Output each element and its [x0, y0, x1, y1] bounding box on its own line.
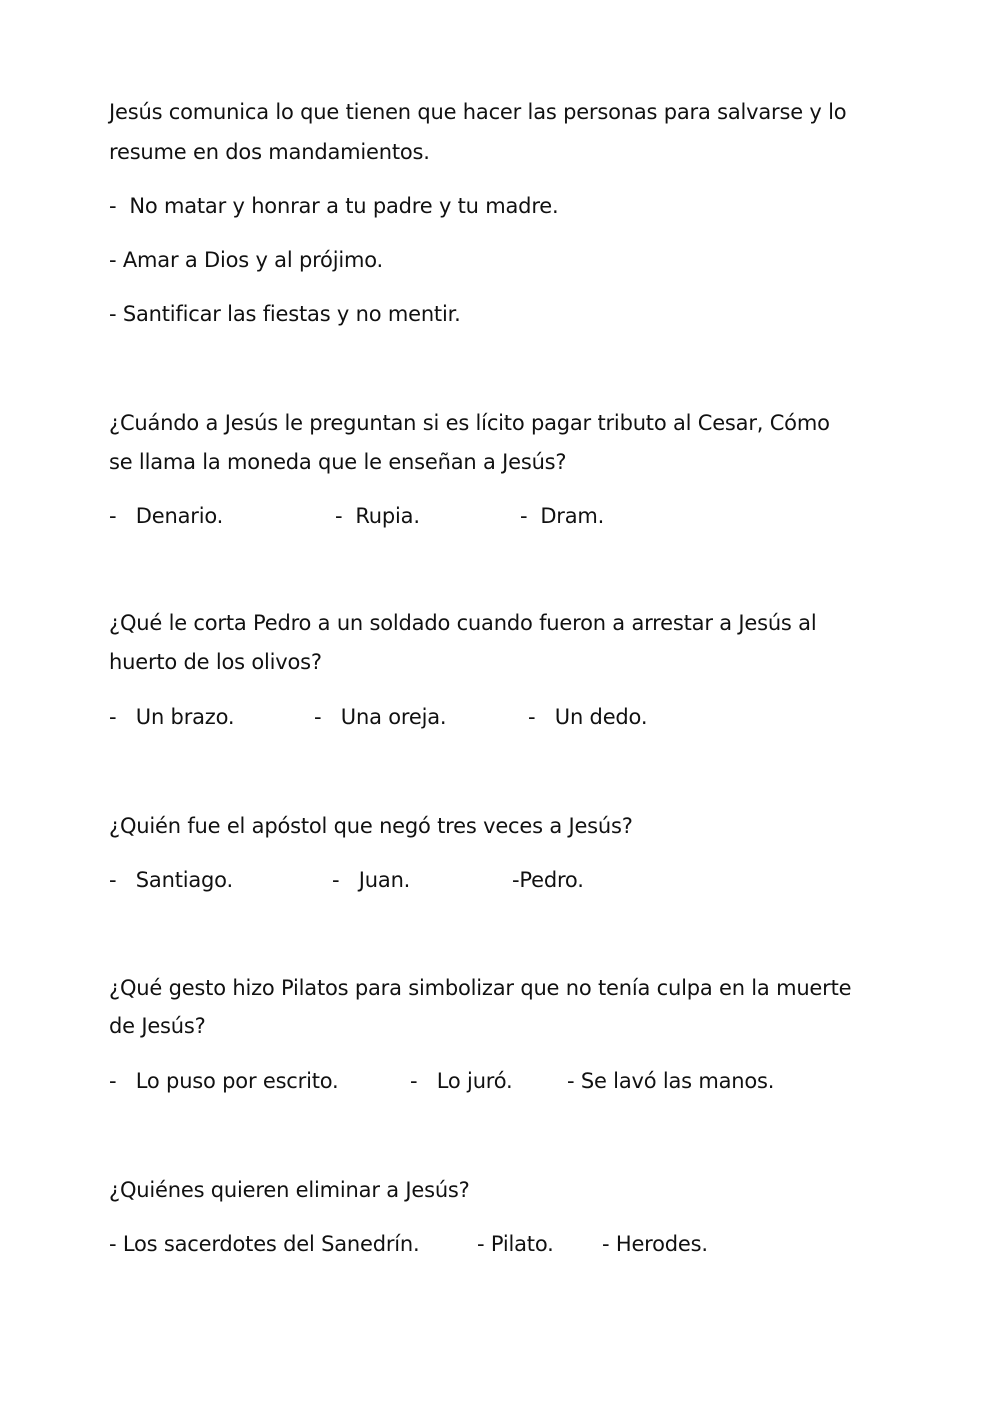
question-4-option-1[interactable]: - Santiago.	[109, 868, 233, 892]
question-3-line-2: huerto de los olivos?	[109, 650, 322, 674]
question-4-line-1: ¿Quién fue el apóstol que negó tres veces a Jesús?	[109, 814, 633, 838]
question-4-option-3[interactable]: -Pedro.	[512, 868, 584, 892]
question-2-line-1: ¿Cuándo a Jesús le preguntan si es lícito pagar tributo al Cesar, Cómo	[109, 411, 830, 435]
question-5-option-2[interactable]: - Lo juró.	[410, 1069, 513, 1093]
question-6-line-1: ¿Quiénes quieren eliminar a Jesús?	[109, 1178, 470, 1202]
question-2-option-3[interactable]: - Dram.	[520, 504, 605, 528]
question-1-line-1: Jesús comunica lo que tienen que hacer las personas para salvarse y lo	[109, 100, 847, 124]
question-2-option-2[interactable]: - Rupia.	[335, 504, 420, 528]
question-3-option-1[interactable]: - Un brazo.	[109, 705, 235, 729]
question-5-option-3[interactable]: - Se lavó las manos.	[567, 1069, 775, 1093]
question-5-line-1: ¿Qué gesto hizo Pilatos para simbolizar que no tenía culpa en la muerte	[109, 976, 852, 1000]
question-3-option-2[interactable]: - Una oreja.	[314, 705, 447, 729]
question-1-option-2[interactable]: - Amar a Dios y al prójimo.	[109, 248, 383, 272]
question-4-option-2[interactable]: - Juan.	[332, 868, 411, 892]
question-6-option-3[interactable]: - Herodes.	[602, 1232, 708, 1256]
question-3-option-3[interactable]: - Un dedo.	[528, 705, 648, 729]
question-5-line-2: de Jesús?	[109, 1014, 206, 1038]
question-1-option-1[interactable]: - No matar y honrar a tu padre y tu madre.	[109, 194, 559, 218]
question-2-line-2: se llama la moneda que le enseñan a Jesús?	[109, 450, 567, 474]
question-5-option-1[interactable]: - Lo puso por escrito.	[109, 1069, 339, 1093]
question-6-option-2[interactable]: - Pilato.	[477, 1232, 554, 1256]
question-1-line-2: resume en dos mandamientos.	[109, 140, 430, 164]
question-6-option-1[interactable]: - Los sacerdotes del Sanedrín.	[109, 1232, 420, 1256]
question-1-option-3[interactable]: - Santificar las fiestas y no mentir.	[109, 302, 461, 326]
question-2-option-1[interactable]: - Denario.	[109, 504, 224, 528]
question-3-line-1: ¿Qué le corta Pedro a un soldado cuando fueron a arrestar a Jesús al	[109, 611, 817, 635]
